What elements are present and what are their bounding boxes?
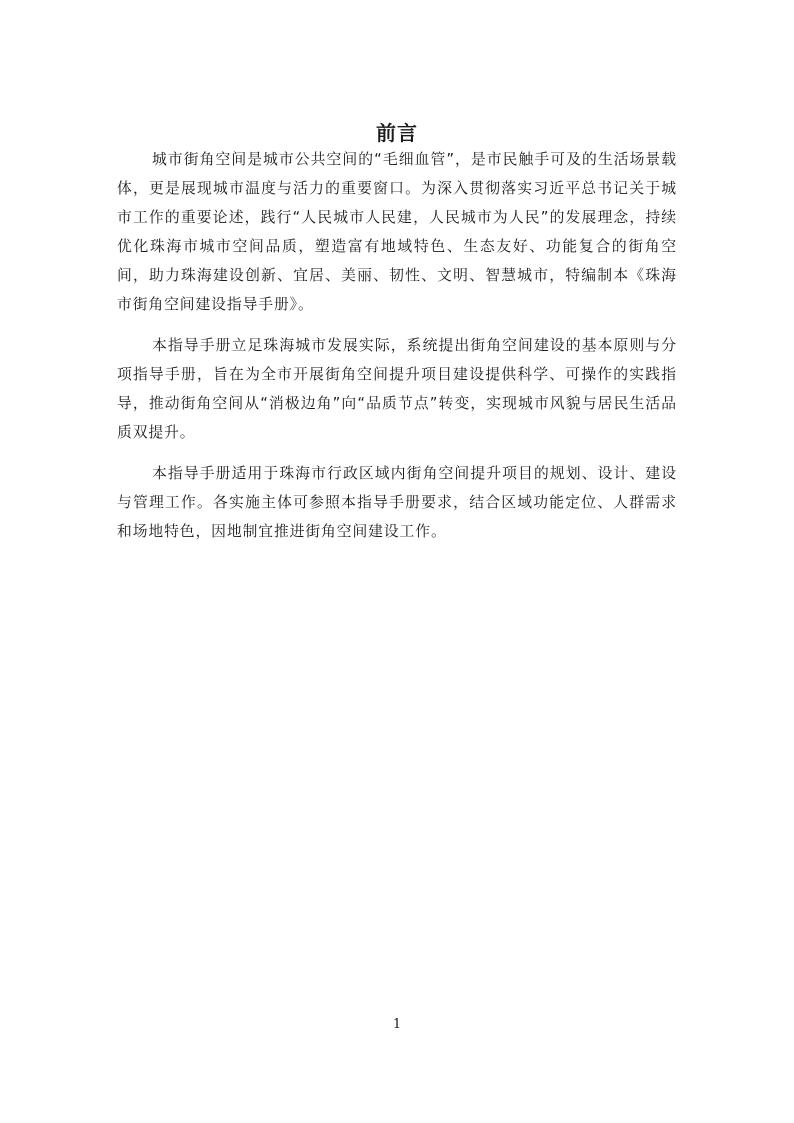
paragraph-2: 本指导手册立足珠海城市发展实际，系统提出街角空间建设的基本原则与分项指导手册，旨在为全市开展街角空间提升项目建设提供科学、可操作的实践指导，推动街角空间从“消极边角”向“品质节点”转变，实现城市风貌与居民生活品质双提升。 (117, 337, 677, 441)
paragraph-3: 本指导手册适用于珠海市行政区域内街角空间提升项目的规划、设计、建设与管理工作。各实施主体可参照本指导手册要求，结合区域功能定位、人群需求和场地特色，因地制宜推进街角空间建设工作。 (117, 465, 677, 540)
paragraph-1: 城市街角空间是城市公共空间的“毛细血管”，是市民触手可及的生活场景载体，更是展现城市温度与活力的重要窗口。为深入贯彻落实习近平总书记关于城市工作的重要论述，践行“人民城市人民建，人民城市为人民”的发展理念，持续优化珠海市城市空间品质，塑造富有地域特色、生态友好、功能复合的街角空间，助力珠海建设创新、宜居、美丽、韧性、文明、智慧城市，特编制本《珠海市街角空间建设指导手册》。 (117, 151, 677, 313)
page-number: 1 (392, 1017, 402, 1032)
page-title: 前言 (376, 121, 418, 146)
body-text (117, 145, 677, 558)
